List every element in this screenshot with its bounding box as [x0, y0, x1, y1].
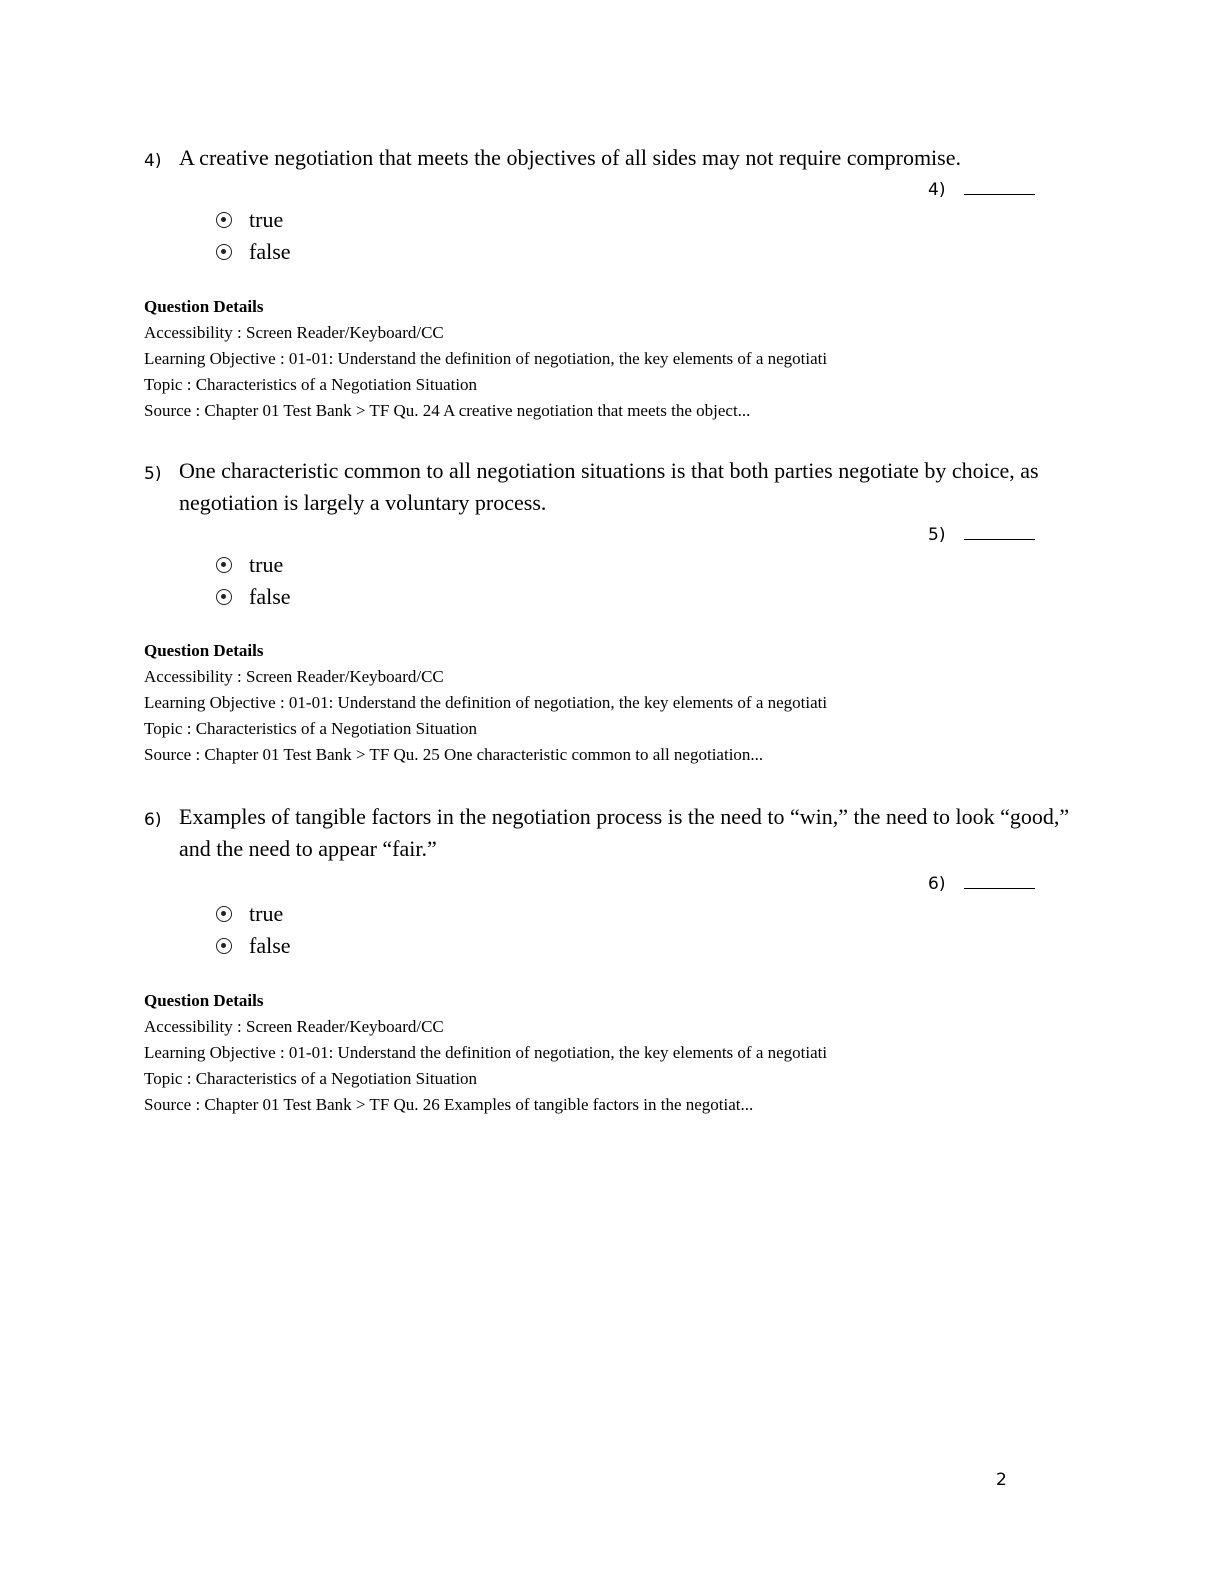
- page-number: 2: [996, 1470, 1007, 1490]
- radio-button-icon[interactable]: [216, 557, 232, 573]
- details-source: Source : Chapter 01 Test Bank > TF Qu. 24 A creative negotiation that meets the object...: [144, 401, 751, 420]
- answer-line: [964, 538, 1035, 540]
- details-accessibility: Accessibility : Screen Reader/Keyboard/CC: [144, 323, 444, 342]
- details-heading: Question Details: [144, 297, 264, 316]
- radio-button-icon[interactable]: [216, 906, 232, 922]
- question-number: 6): [144, 810, 162, 830]
- details-topic: Topic : Characteristics of a Negotiation Situation: [144, 1069, 478, 1088]
- answer-blank[interactable]: [928, 523, 1035, 547]
- question-details-5: [144, 638, 1024, 768]
- answer-blank[interactable]: [928, 872, 1035, 896]
- answer-blank[interactable]: [928, 178, 1035, 202]
- option-true[interactable]: [216, 898, 291, 930]
- details-topic: Topic : Characteristics of a Negotiation Situation: [144, 719, 478, 738]
- option-true[interactable]: [216, 549, 291, 581]
- details-heading: Question Details: [144, 991, 264, 1010]
- details-heading: Question Details: [144, 641, 264, 660]
- details-topic: Topic : Characteristics of a Negotiation Situation: [144, 375, 478, 394]
- question-text: Examples of tangible factors in the negotiation process is the need to “win,” the need to look “good,” and the need to appear “fair.”: [179, 804, 1070, 861]
- radio-button-icon[interactable]: [216, 244, 232, 260]
- answer-line: [964, 887, 1035, 889]
- answer-options: [216, 204, 291, 268]
- option-false[interactable]: [216, 236, 291, 268]
- details-source: Source : Chapter 01 Test Bank > TF Qu. 26 Examples of tangible factors in the negotiat...: [144, 1095, 754, 1114]
- answer-number: 5): [928, 525, 946, 545]
- answer-number: 6): [928, 874, 946, 894]
- option-label: false: [249, 933, 291, 958]
- details-learning-objective: Learning Objective : 01-01: Understand the definition of negotiation, the key elements of a negotiati: [144, 1043, 828, 1062]
- question-text: One characteristic common to all negotiation situations is that both parties negotiate by choice, as negotiation is largely a voluntary process.: [179, 458, 1039, 515]
- details-learning-objective: Learning Objective : 01-01: Understand the definition of negotiation, the key elements of a negotiati: [144, 693, 828, 712]
- option-label: true: [249, 901, 284, 926]
- option-label: false: [249, 239, 291, 264]
- question-details-4: [144, 294, 1024, 424]
- details-learning-objective: Learning Objective : 01-01: Understand the definition of negotiation, the key elements of a negotiati: [144, 349, 828, 368]
- answer-options: [216, 898, 291, 962]
- details-accessibility: Accessibility : Screen Reader/Keyboard/CC: [144, 667, 444, 686]
- question-text: A creative negotiation that meets the objectives of all sides may not require compromise.: [179, 145, 961, 170]
- option-label: true: [249, 207, 284, 232]
- details-accessibility: Accessibility : Screen Reader/Keyboard/CC: [144, 1017, 444, 1036]
- answer-options: [216, 549, 291, 613]
- radio-button-icon[interactable]: [216, 938, 232, 954]
- option-label: true: [249, 552, 284, 577]
- option-label: false: [249, 584, 291, 609]
- details-source: Source : Chapter 01 Test Bank > TF Qu. 25 One characteristic common to all negotiation...: [144, 745, 764, 764]
- radio-button-icon[interactable]: [216, 589, 232, 605]
- option-false[interactable]: [216, 930, 291, 962]
- question-number: 5): [144, 464, 162, 484]
- radio-button-icon[interactable]: [216, 212, 232, 228]
- answer-line: [964, 193, 1035, 195]
- option-false[interactable]: [216, 581, 291, 613]
- question-number: 4): [144, 151, 162, 171]
- question-details-6: [144, 988, 1024, 1118]
- option-true[interactable]: [216, 204, 291, 236]
- answer-number: 4): [928, 180, 946, 200]
